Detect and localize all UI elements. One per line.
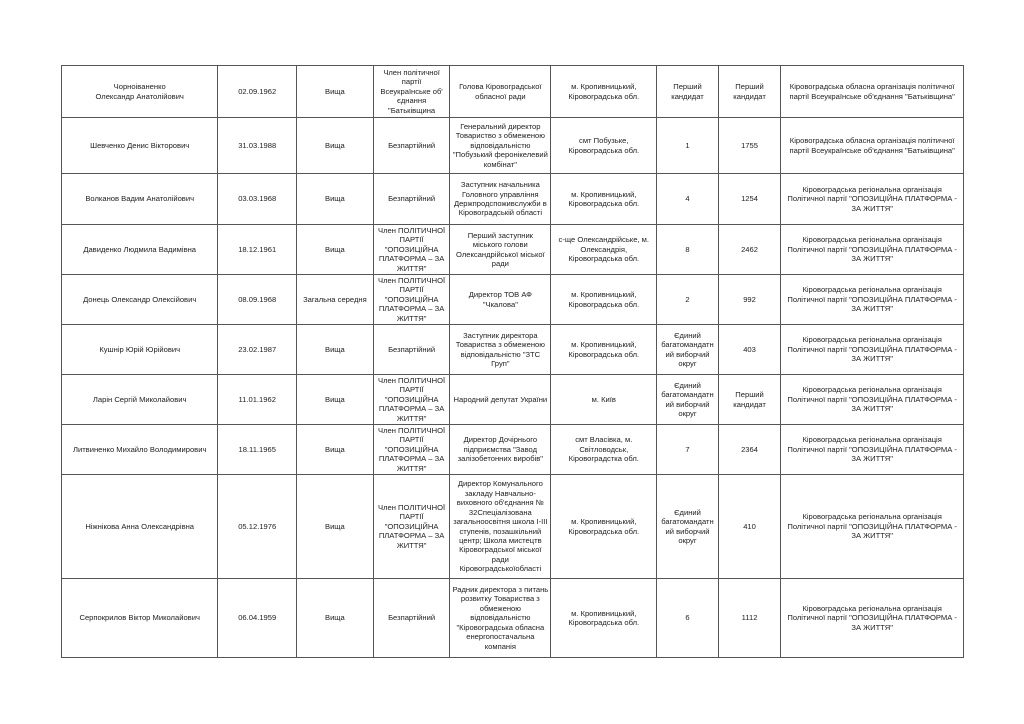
list-number-cell: 992	[718, 275, 781, 325]
date-of-birth-cell: 18.12.1961	[218, 225, 297, 275]
education-cell: Вища	[297, 425, 374, 475]
list-number-cell: Перший кандидат	[718, 375, 781, 425]
candidate-name-cell: Серпокрилов Віктор Миколайович	[62, 579, 218, 658]
table-row	[62, 375, 964, 425]
position-cell: Генеральний директор Товариство з обмеженою відповідальністю "Побузький феронікелевий комбінат"	[450, 118, 551, 174]
table-row	[62, 174, 964, 225]
candidate-name-cell: Чорноіваненко Олександр Анатолійович	[62, 66, 218, 118]
education-cell: Вища	[297, 579, 374, 658]
table-row	[62, 325, 964, 375]
education-cell: Загальна середня	[297, 275, 374, 325]
party-membership-cell: Безпартійний	[373, 325, 450, 375]
district-cell: 2	[657, 275, 719, 325]
party-membership-cell: Член ПОЛІТИЧНОЇ ПАРТІЇ "ОПОЗИЦІЙНА ПЛАТФОРМА – ЗА ЖИТТЯ"	[373, 475, 450, 579]
party-membership-cell: Член ПОЛІТИЧНОЇ ПАРТІЇ "ОПОЗИЦІЙНА ПЛАТФОРМА – ЗА ЖИТТЯ"	[373, 375, 450, 425]
party-membership-cell: Член ПОЛІТИЧНОЇ ПАРТІЇ "ОПОЗИЦІЙНА ПЛАТФОРМА – ЗА ЖИТТЯ"	[373, 275, 450, 325]
residence-cell: м. Кропивницький, Кіровоградська обл.	[551, 66, 657, 118]
candidate-name-cell: Кушнір Юрій Юрійович	[62, 325, 218, 375]
residence-cell: м. Київ	[551, 375, 657, 425]
residence-cell: м. Кропивницький, Кіровоградська обл.	[551, 475, 657, 579]
education-cell: Вища	[297, 118, 374, 174]
candidate-name-cell: Ніжнікова Анна Олександрівна	[62, 475, 218, 579]
table-row	[62, 275, 964, 325]
education-cell: Вища	[297, 375, 374, 425]
position-cell: Заступник директора Товариства з обмеженою відповідальністю "ЗТС Груп"	[450, 325, 551, 375]
table-row	[62, 118, 964, 174]
candidates-table	[61, 65, 964, 658]
residence-cell: м. Кропивницький, Кіровоградська обл.	[551, 275, 657, 325]
nominating-organization-cell: Кіровоградська регіональна організація Політичної партії "ОПОЗИЦІЙНА ПЛАТФОРМА - ЗА ЖИТТЯ"	[781, 325, 964, 375]
table-row	[62, 425, 964, 475]
candidate-name-cell: Донець Олександр Олексійович	[62, 275, 218, 325]
nominating-organization-cell: Кіровоградська регіональна організація Політичної партії "ОПОЗИЦІЙНА ПЛАТФОРМА - ЗА ЖИТТЯ"	[781, 375, 964, 425]
education-cell: Вища	[297, 325, 374, 375]
table-row	[62, 225, 964, 275]
date-of-birth-cell: 31.03.1988	[218, 118, 297, 174]
date-of-birth-cell: 11.01.1962	[218, 375, 297, 425]
date-of-birth-cell: 06.04.1959	[218, 579, 297, 658]
party-membership-cell: Безпартійний	[373, 118, 450, 174]
date-of-birth-cell: 05.12.1976	[218, 475, 297, 579]
education-cell: Вища	[297, 475, 374, 579]
list-number-cell: 2364	[718, 425, 781, 475]
position-cell: Перший заступник міського голови Олександрійської міської ради	[450, 225, 551, 275]
district-cell: 1	[657, 118, 719, 174]
position-cell: Радник директора з питань розвитку Товариства з обмеженою відповідальністю "Кіровоградська обласна енергопостачальна компанія	[450, 579, 551, 658]
district-cell: Єдиний багатомандатн ий виборчий округ	[657, 475, 719, 579]
district-cell: 4	[657, 174, 719, 225]
candidate-name-cell: Литвиненко Михайло Володимирович	[62, 425, 218, 475]
list-number-cell: 1755	[718, 118, 781, 174]
list-number-cell: 403	[718, 325, 781, 375]
list-number-cell: 410	[718, 475, 781, 579]
party-membership-cell: Безпартійний	[373, 174, 450, 225]
date-of-birth-cell: 02.09.1962	[218, 66, 297, 118]
table-row	[62, 66, 964, 118]
date-of-birth-cell: 03.03.1968	[218, 174, 297, 225]
date-of-birth-cell: 23.02.1987	[218, 325, 297, 375]
list-number-cell: 2462	[718, 225, 781, 275]
nominating-organization-cell: Кіровоградська регіональна організація Політичної партії "ОПОЗИЦІЙНА ПЛАТФОРМА - ЗА ЖИТТЯ"	[781, 425, 964, 475]
nominating-organization-cell: Кіровоградська обласна організація політичної партії Всеукраїнське об'єднання "Батьківщина"	[781, 118, 964, 174]
candidate-name-cell: Шевченко Денис Вікторович	[62, 118, 218, 174]
residence-cell: смт Побузьке, Кіровоградська обл.	[551, 118, 657, 174]
party-membership-cell: Член політичної партії Всеукраїнське об' єднання "Батьківщина	[373, 66, 450, 118]
list-number-cell: 1112	[718, 579, 781, 658]
nominating-organization-cell: Кіровоградська регіональна організація Політичної партії "ОПОЗИЦІЙНА ПЛАТФОРМА - ЗА ЖИТТЯ"	[781, 174, 964, 225]
district-cell: 7	[657, 425, 719, 475]
candidate-name-cell: Ларін Сергій Миколайович	[62, 375, 218, 425]
position-cell: Заступник начальника Головного управління Держпродспоживслужби в Кіровоградській області	[450, 174, 551, 225]
residence-cell: смт Власівка, м. Світловодськ, Кіровоградстка обл.	[551, 425, 657, 475]
education-cell: Вища	[297, 225, 374, 275]
residence-cell: м. Кропивницький, Кіровоградська обл.	[551, 325, 657, 375]
district-cell: Єдиний багатомандатн ий виборчий округ	[657, 375, 719, 425]
district-cell: 6	[657, 579, 719, 658]
residence-cell: м. Кропивницький, Кіровоградська обл.	[551, 579, 657, 658]
nominating-organization-cell: Кіровоградська регіональна організація Політичної партії "ОПОЗИЦІЙНА ПЛАТФОРМА - ЗА ЖИТТЯ"	[781, 475, 964, 579]
position-cell: Директор ТОВ АФ "Чкалова"	[450, 275, 551, 325]
list-number-cell: Перший кандидат	[718, 66, 781, 118]
date-of-birth-cell: 08.09.1968	[218, 275, 297, 325]
position-cell: Директор Дочірнього підприємства "Завод залізобетонних виробів"	[450, 425, 551, 475]
list-number-cell: 1254	[718, 174, 781, 225]
district-cell: Перший кандидат	[657, 66, 719, 118]
nominating-organization-cell: Кіровоградська регіональна організація Політичної партії "ОПОЗИЦІЙНА ПЛАТФОРМА - ЗА ЖИТТЯ"	[781, 225, 964, 275]
position-cell: Директор Комунального закладу Навчально-виховного об'єднання № 32Спеціалізована загальноосвітня школа І-ІІІ ступенів, позашкільний центр; Школа мистецтв Кіровоградської міської ради Кіровоградськоїобласті	[450, 475, 551, 579]
party-membership-cell: Член ПОЛІТИЧНОЇ ПАРТІЇ "ОПОЗИЦІЙНА ПЛАТФОРМА – ЗА ЖИТТЯ"	[373, 225, 450, 275]
nominating-organization-cell: Кіровоградська регіональна організація Політичної партії "ОПОЗИЦІЙНА ПЛАТФОРМА - ЗА ЖИТТЯ"	[781, 275, 964, 325]
candidate-name-cell: Волканов Вадим Анатолійович	[62, 174, 218, 225]
residence-cell: с-ще Олександрійське, м. Олександрія, Кіровоградська обл.	[551, 225, 657, 275]
candidate-name-cell: Давиденко Людмила Вадимівна	[62, 225, 218, 275]
table-row	[62, 475, 964, 579]
education-cell: Вища	[297, 174, 374, 225]
education-cell: Вища	[297, 66, 374, 118]
table-row	[62, 579, 964, 658]
nominating-organization-cell: Кіровоградська обласна організація політичної партії Всеукраїнське об'єднання "Батьківщина"	[781, 66, 964, 118]
position-cell: Народний депутат України	[450, 375, 551, 425]
date-of-birth-cell: 18.11.1965	[218, 425, 297, 475]
position-cell: Голова Кіровоградської обласної ради	[450, 66, 551, 118]
party-membership-cell: Безпартійний	[373, 579, 450, 658]
district-cell: Єдиний багатомандатн ий виборчий округ	[657, 325, 719, 375]
residence-cell: м. Кропивницький, Кіровоградська обл.	[551, 174, 657, 225]
district-cell: 8	[657, 225, 719, 275]
party-membership-cell: Член ПОЛІТИЧНОЇ ПАРТІЇ "ОПОЗИЦІЙНА ПЛАТФОРМА – ЗА ЖИТТЯ"	[373, 425, 450, 475]
nominating-organization-cell: Кіровоградська регіональна організація Політичної партії "ОПОЗИЦІЙНА ПЛАТФОРМА - ЗА ЖИТТЯ"	[781, 579, 964, 658]
